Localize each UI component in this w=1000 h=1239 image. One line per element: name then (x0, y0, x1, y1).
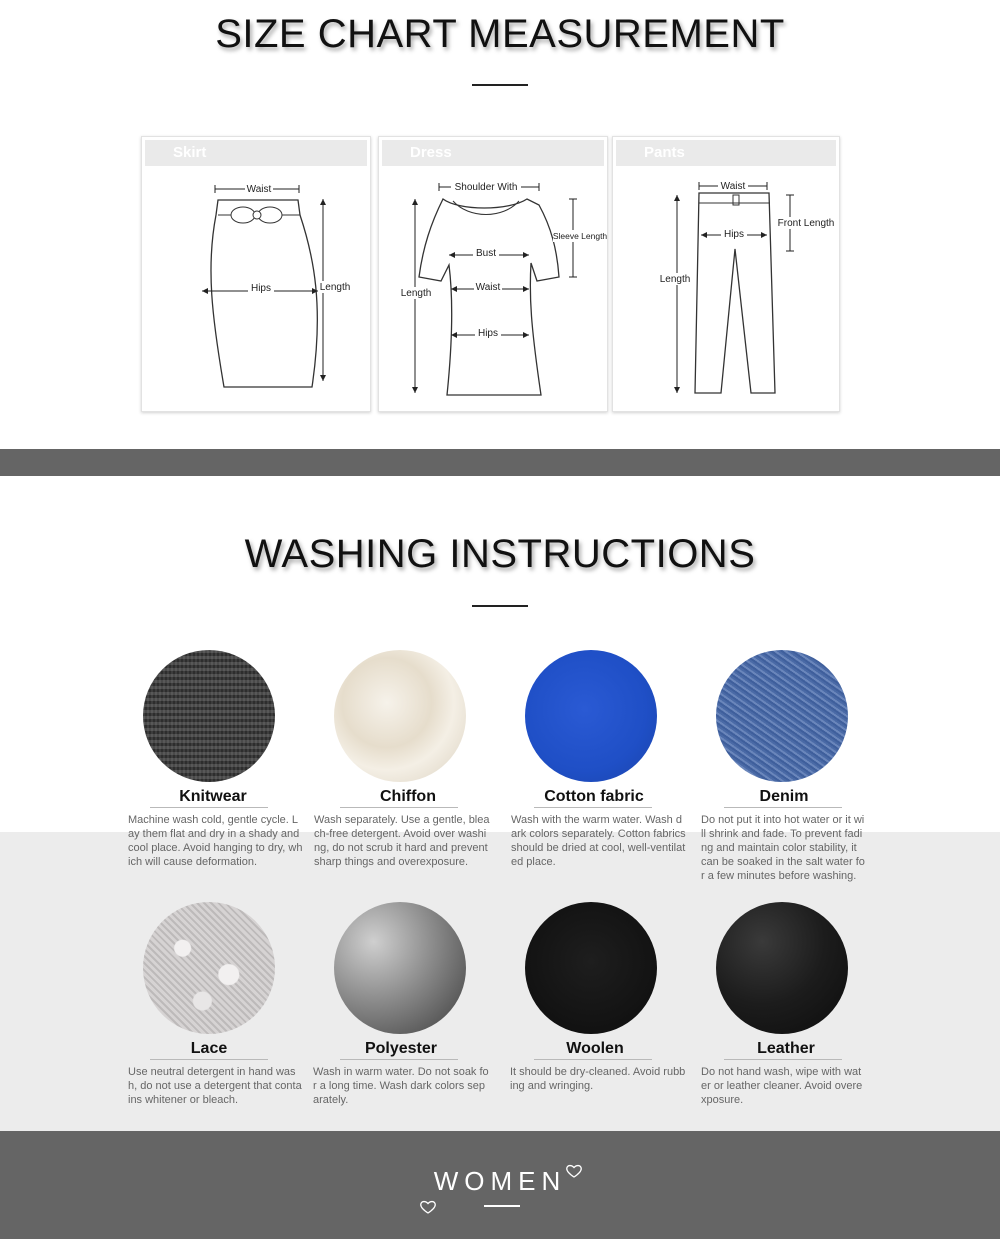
denim-divider (724, 807, 842, 808)
heart-icon (565, 1163, 583, 1179)
lace-desc: Use neutral detergent in hand wash, do not use a detergent that contains whitener or bleach. (128, 1066, 302, 1106)
skirt-panel (141, 136, 371, 412)
cotton-desc: Wash with the warm water. Wash dark colors separately. Cotton fabrics should be dried at cool, well-ventilated place. (511, 814, 686, 868)
woolen-desc: It should be dry-cleaned. Avoid rubbing and wringing. (510, 1066, 686, 1092)
footer-title: WOMEN (433, 1166, 567, 1196)
heart-icon (419, 1199, 437, 1215)
pants-diagram (613, 167, 839, 411)
lace-swatch-icon (143, 902, 275, 1034)
knitwear-desc: Machine wash cold, gentle cycle. Lay them flat and dry in a shady and cool place. Avoid hanging to dry, which will cause deformation. (128, 814, 303, 868)
knitwear-name: Knitwear (179, 788, 247, 805)
skirt-diagram (142, 167, 370, 411)
washing-title: WASHING INSTRUCTIONS (244, 532, 756, 576)
leather-swatch-icon (716, 902, 848, 1034)
pants-panel-header: Pants (616, 140, 836, 166)
leather-divider (724, 1059, 842, 1060)
leather-name: Leather (757, 1040, 815, 1057)
cotton-divider (534, 807, 652, 808)
dress-panel (378, 136, 608, 412)
dress-bust-label: Bust (475, 248, 497, 259)
chiffon-divider (340, 807, 458, 808)
dress-length-label: Length (400, 288, 432, 299)
washing-title-underline (472, 605, 528, 607)
pants-length-label: Length (659, 274, 691, 285)
skirt-hips-label: Hips (250, 283, 272, 294)
cotton-name: Cotton fabric (544, 788, 644, 805)
skirt-waist-label: Waist (246, 184, 272, 195)
pants-front-length-label: Front Length (777, 218, 835, 229)
polyester-divider (340, 1059, 458, 1060)
title-underline (472, 84, 528, 86)
dress-hips-label: Hips (477, 328, 499, 339)
woolen-swatch-icon (525, 902, 657, 1034)
denim-swatch-icon (716, 650, 848, 782)
chiffon-name: Chiffon (380, 788, 436, 805)
polyester-name: Polyester (364, 1040, 438, 1057)
polyester-swatch-icon (334, 902, 466, 1034)
woolen-name: Woolen (566, 1040, 624, 1057)
pants-waist-label: Waist (720, 181, 746, 192)
pants-panel (612, 136, 840, 412)
size-chart-title: SIZE CHART MEASUREMENT (215, 12, 785, 56)
denim-name: Denim (759, 788, 809, 805)
cotton-swatch-icon (525, 650, 657, 782)
knitwear-divider (150, 807, 268, 808)
knitwear-swatch-icon (143, 650, 275, 782)
chiffon-swatch-icon (334, 650, 466, 782)
dress-waist-label: Waist (475, 282, 501, 293)
lace-divider (150, 1059, 268, 1060)
dress-shoulder-label: Shoulder With (454, 182, 518, 193)
dress-panel-header: Dress (382, 140, 604, 166)
skirt-panel-header: Skirt (145, 140, 367, 166)
chiffon-desc: Wash separately. Use a gentle, bleach-free detergent. Avoid over washing, do not scrub it hard and prevent sharp things and overexposure. (314, 814, 490, 868)
skirt-length-label: Length (319, 282, 351, 293)
leather-desc: Do not hand wash, wipe with water or leather cleaner. Avoid overexposure. (701, 1066, 863, 1106)
polyester-desc: Wash in warm water. Do not soak for a long time. Wash dark colors separately. (313, 1066, 489, 1106)
dress-diagram (379, 167, 607, 411)
footer-underline (484, 1205, 520, 1207)
dress-sleeve-label: Sleeve Length (552, 231, 607, 241)
woolen-divider (534, 1059, 652, 1060)
lace-name: Lace (190, 1040, 228, 1057)
denim-desc: Do not put it into hot water or it will shrink and fade. To prevent fading and maintain color stability, it can be soaked in the salt water for a few minutes before washing. (701, 814, 865, 882)
separator-band (0, 449, 1000, 476)
pants-hips-label: Hips (723, 229, 745, 240)
